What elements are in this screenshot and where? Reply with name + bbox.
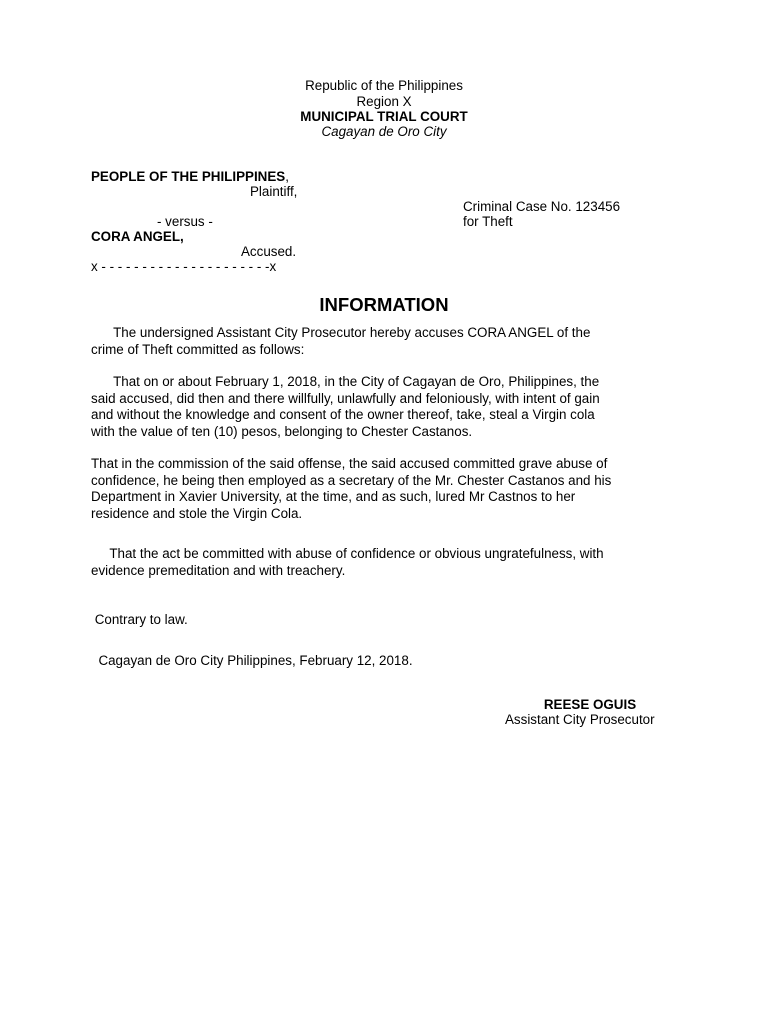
paragraph-accusation <box>91 325 691 358</box>
paragraph-line: with the value of ten (10) pesos, belonging to Chester Castanos. <box>91 423 473 439</box>
paragraph-facts <box>91 374 691 440</box>
paragraph-line: and without the knowledge and consent of the owner thereof, take, steal a Virgin cola <box>91 407 595 423</box>
paragraph-line: Department in Xavier University, at the time, and as such, lured Mr Castnos to her <box>91 489 576 505</box>
paragraph-line: evidence premeditation and with treachery. <box>91 562 346 578</box>
paragraph-line: The undersigned Assistant City Prosecutor hereby accuses CORA ANGEL of the <box>91 325 591 340</box>
accused-label: Accused. <box>241 244 297 259</box>
versus-label: - versus - <box>157 214 213 229</box>
contrary-to-law: Contrary to law. <box>91 612 188 627</box>
place-and-date: Cagayan de Oro City Philippines, February 12, 2018. <box>91 653 413 668</box>
paragraph-abuse-of-confidence <box>91 456 691 522</box>
signatory-title: Assistant City Prosecutor <box>505 712 655 727</box>
paragraph-aggravating-circumstances <box>91 546 691 579</box>
header-republic: Republic of the Philippines <box>305 78 463 93</box>
plaintiff-name: PEOPLE OF THE PHILIPPINES <box>91 169 286 184</box>
header-city: Cagayan de Oro City <box>321 124 447 139</box>
paragraph-line: residence and stole the Virgin Cola. <box>91 505 303 521</box>
paragraph-line: said accused, did then and there willfully, unlawfully and feloniously, with intent of gain <box>91 390 600 406</box>
paragraph-line: confidence, he being then employed as a secretary of the Mr. Chester Castanos and his <box>91 472 612 488</box>
paragraph-line: That the act be committed with abuse of confidence or obvious ungratefulness, with <box>91 546 604 561</box>
plaintiff-label: Plaintiff, <box>250 184 298 199</box>
paragraph-line: crime of Theft committed as follows: <box>91 341 305 357</box>
case-offense: for Theft <box>463 214 513 229</box>
header-region: Region X <box>356 94 412 109</box>
caption-separator: x - - - - - - - - - - - - - - - - - - - - -x <box>91 259 277 274</box>
plaintiff-comma: , <box>285 169 289 184</box>
document-title: INFORMATION <box>319 294 449 315</box>
signatory-name: REESE OGUIS <box>543 697 637 712</box>
accused-name: CORA ANGEL, <box>91 229 184 244</box>
paragraph-line: That in the commission of the said offense, the said accused committed grave abuse of <box>91 456 608 471</box>
header-court: MUNICIPAL TRIAL COURT <box>300 109 468 124</box>
case-number: Criminal Case No. 123456 <box>463 199 621 214</box>
paragraph-line: That on or about February 1, 2018, in the City of Cagayan de Oro, Philippines, the <box>91 374 600 389</box>
